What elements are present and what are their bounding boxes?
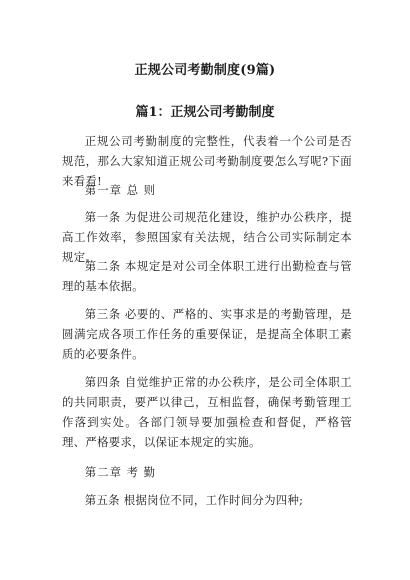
article-2: 第二条 本规定是对公司全体职工进行出勤检查与管理的基本依据。 (62, 259, 352, 293)
chapter-heading-2: 第二章 考 勤 (84, 465, 156, 479)
article-3: 第三条 必要的、严格的、实事求是的考勤管理，是圆满完成各项工作任务的重要保证，是提高全体职工素质的必要条件。 (62, 307, 352, 361)
section-title: 篇1：正规公司考勤制度 (135, 105, 275, 120)
article-1: 第一条 为促进公司规范化建设，维护办公秩序，提高工作效率，参照国家有关法规，结合公司实际制定本规定。 (62, 210, 352, 264)
article-4: 第四条 自觉维护正常的办公秩序，是公司全体职工的共同职责，要严以律己，互相监督，确保考勤管理工作落到实处。各部门领导要加强检查和督促，严格管理、严格要求，以保证本规定的实施。 (62, 375, 352, 449)
intro-paragraph: 正规公司考勤制度的完整性，代表着一个公司是否规范，那么大家知道正规公司考勤制度要怎么写呢?下面来看看! (62, 134, 352, 188)
document-title: 正规公司考勤制度(9篇) (134, 63, 276, 78)
chapter-heading-1: 第一章 总 则 (84, 183, 156, 197)
article-5: 第五条 根据岗位不同，工作时间分为四种; (84, 493, 304, 507)
